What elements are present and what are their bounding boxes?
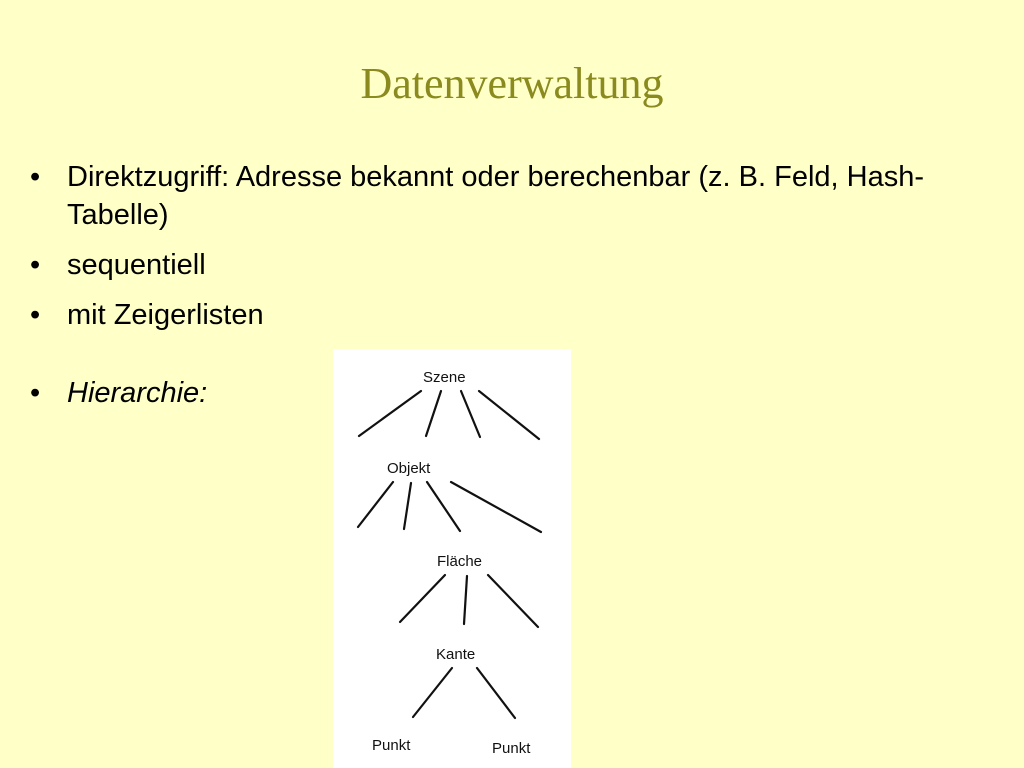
- bullet-dot-icon: •: [30, 377, 41, 409]
- edge-kante-1: [413, 668, 452, 717]
- edge-szene-4: [479, 391, 539, 439]
- bullet-direktzugriff: [30, 158, 1000, 234]
- node-objekt: Objekt: [387, 460, 431, 477]
- hierarchy-diagram: [333, 349, 571, 768]
- bullet-text: mit Zeigerlisten: [67, 299, 264, 331]
- bullet-text: sequentiell: [67, 249, 206, 281]
- node-punkt-right: Punkt: [492, 740, 531, 757]
- node-szene: Szene: [423, 369, 466, 386]
- edge-szene-2: [426, 391, 441, 436]
- edge-objekt-4: [451, 482, 541, 532]
- bullet-sequentiell: [30, 246, 1000, 284]
- bullet-dot-icon: •: [30, 249, 41, 281]
- node-punkt-left: Punkt: [372, 737, 411, 754]
- hierarchy-diagram-svg: [333, 349, 571, 768]
- slide-title: Datenverwaltung: [360, 59, 664, 108]
- edge-objekt-1: [358, 482, 393, 527]
- bullet-text: Direktzugriff: Adresse bekannt oder berechenbar (z. B. Feld, Hash-Tabelle): [67, 161, 925, 231]
- edge-szene-3: [461, 391, 480, 437]
- bullet-zeigerlisten: [30, 296, 1000, 334]
- edge-flaeche-1: [400, 575, 445, 622]
- bullet-dot-icon: •: [30, 299, 41, 331]
- edge-flaeche-2: [464, 576, 467, 624]
- edge-szene-1: [359, 391, 421, 436]
- node-flaeche: Fläche: [437, 553, 483, 570]
- edge-flaeche-3: [488, 575, 538, 627]
- bullet-text: Hierarchie:: [67, 377, 208, 409]
- node-kante: Kante: [436, 646, 476, 663]
- bullet-dot-icon: •: [30, 161, 41, 193]
- edge-objekt-3: [427, 482, 460, 531]
- edge-kante-2: [477, 668, 515, 718]
- edge-objekt-2: [404, 483, 411, 529]
